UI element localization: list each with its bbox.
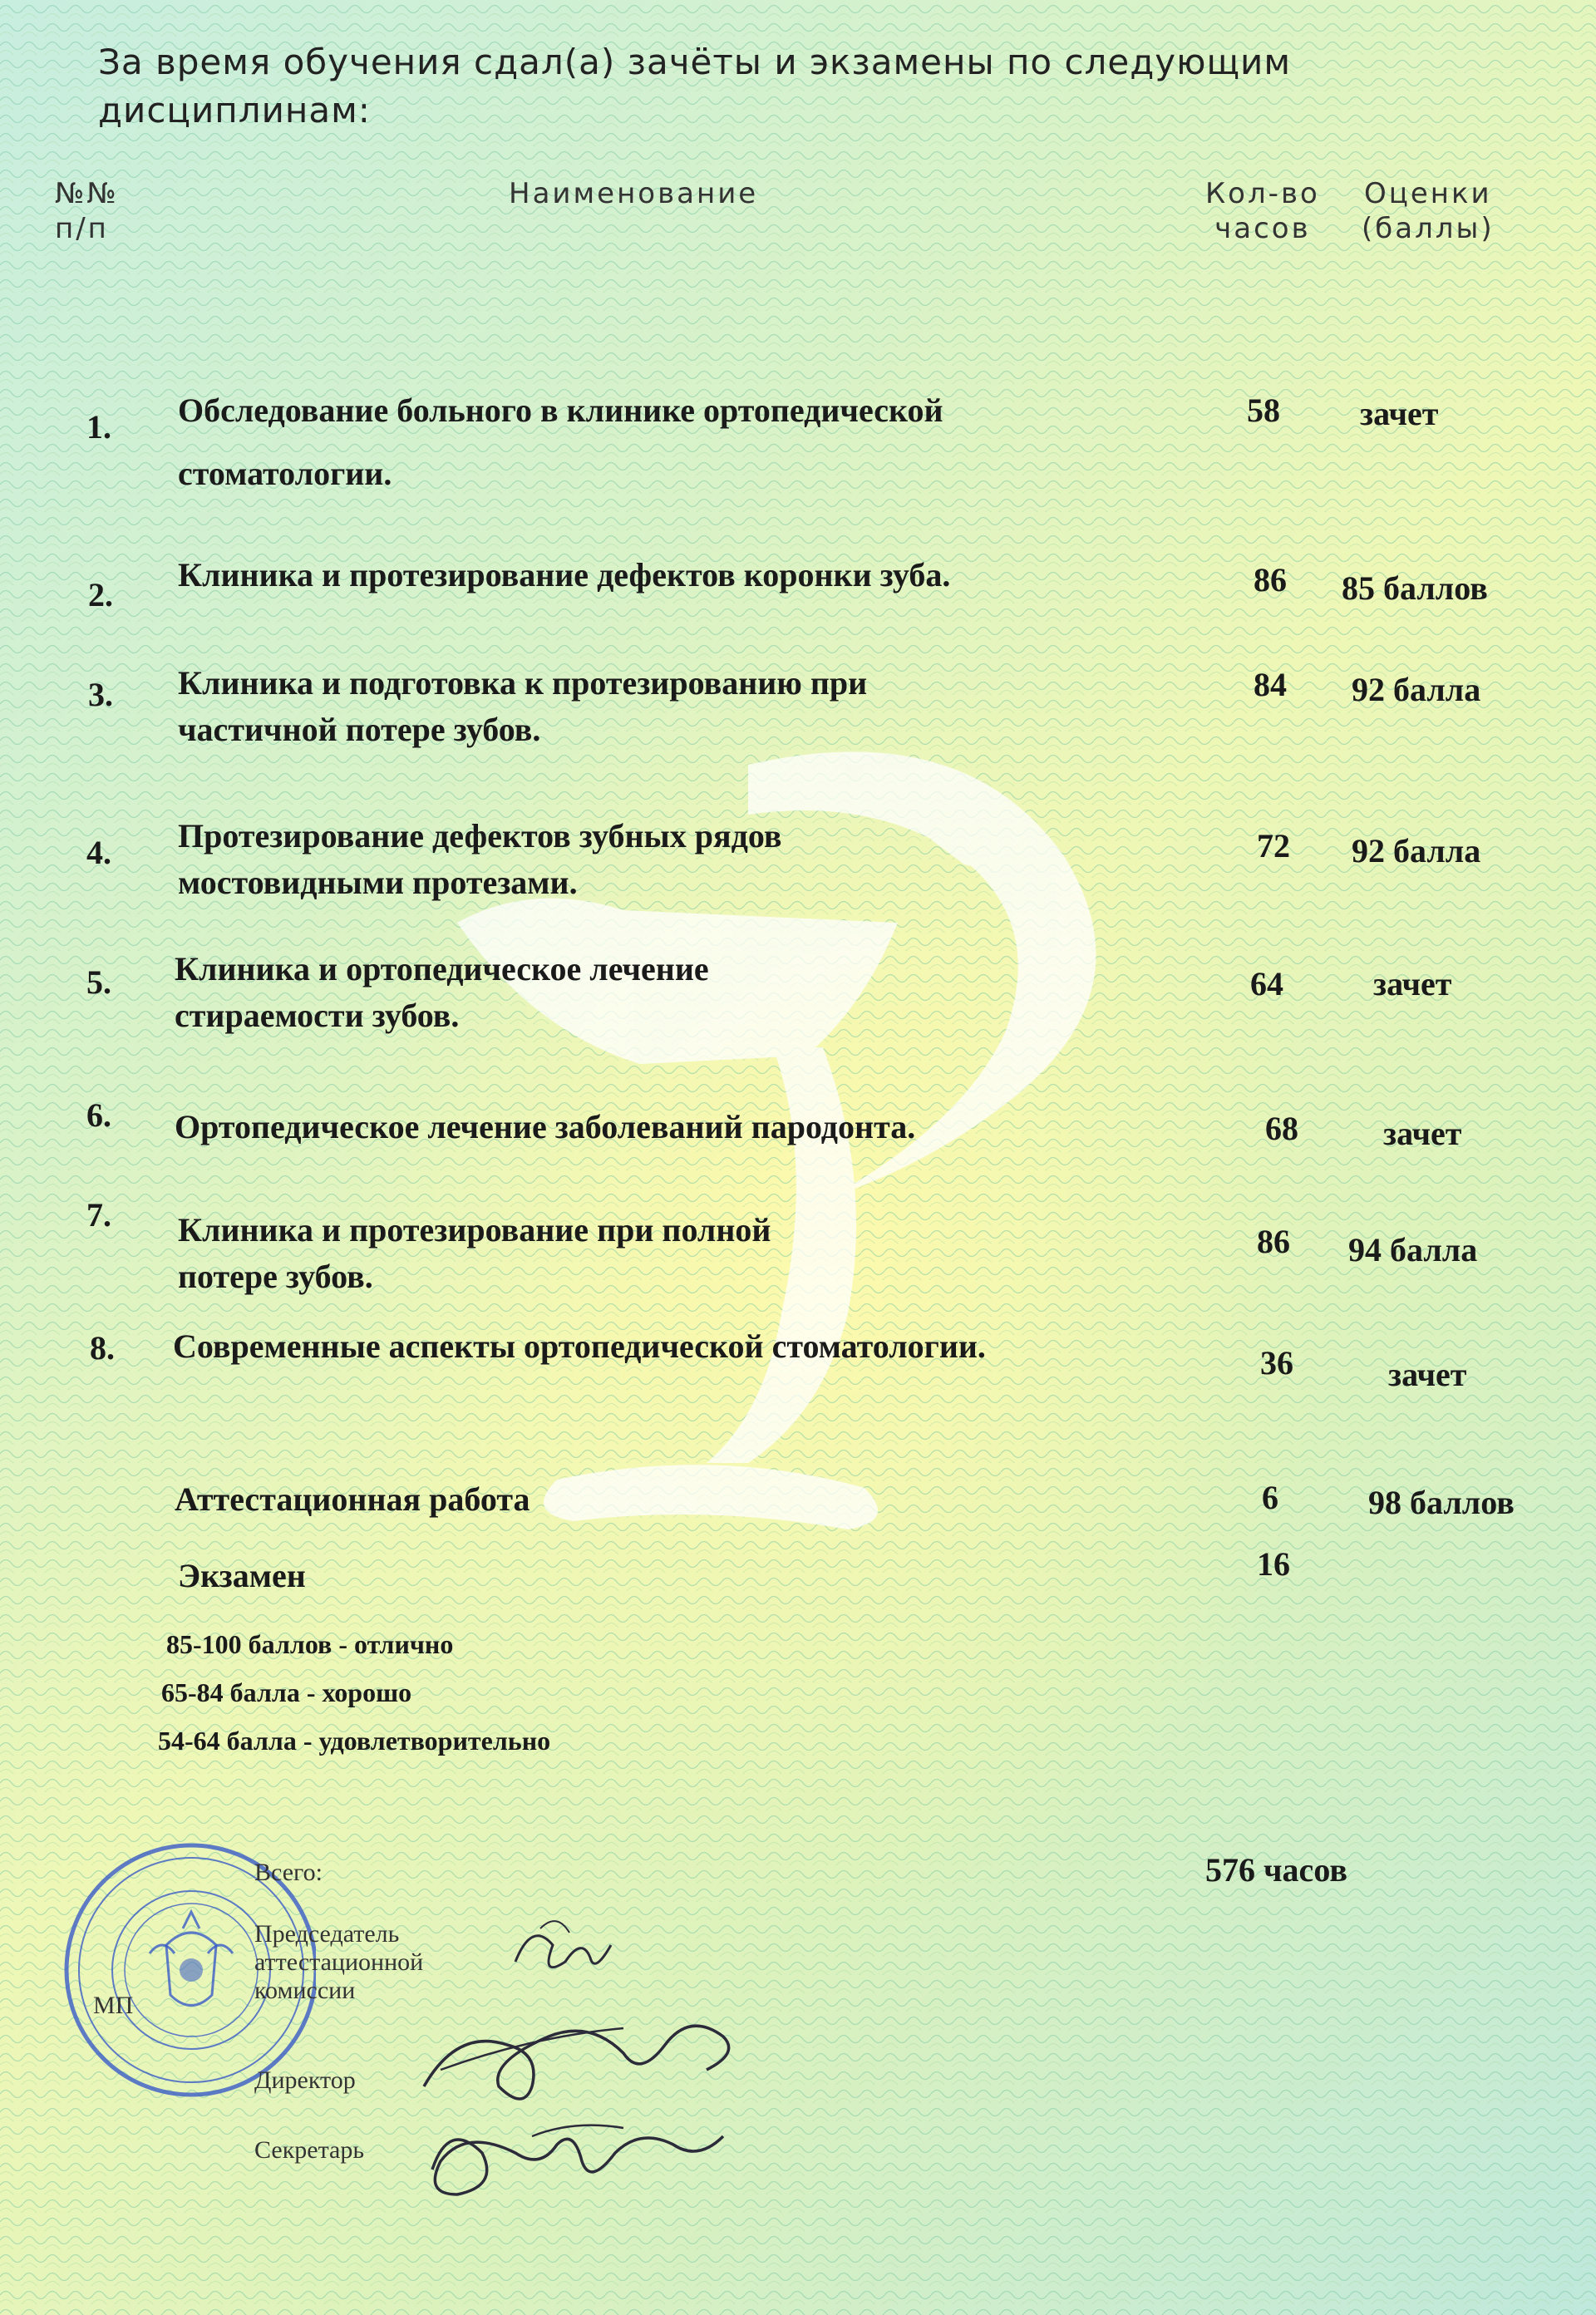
row-4-subject-line-2: мостовидными протезами. [178, 864, 578, 901]
row-5-hours: 64 [1250, 965, 1283, 1002]
row-1-subject-line-2: стоматологии. [178, 455, 392, 492]
header-line-1: За время обучения сдал(а) зачёты и экзамены по следующим [98, 42, 1292, 82]
row-8-hours: 36 [1260, 1344, 1293, 1382]
row-1-subject-line-1: Обследование больного в клинике ортопедической [178, 392, 943, 429]
row-6-number: 6. [86, 1096, 111, 1134]
row-7-subject [178, 1207, 771, 1300]
director-signature [407, 1995, 756, 2111]
row-3-hours: 84 [1254, 666, 1287, 703]
commission-chair-label [254, 1920, 423, 2005]
chair-signature [507, 1912, 623, 2003]
scale-excellent: 85-100 баллов - отлично [166, 1629, 454, 1659]
row-7-hours: 86 [1257, 1223, 1290, 1260]
commission-chair-label-3: комиссии [254, 1977, 356, 2004]
row-2-hours: 86 [1254, 561, 1287, 598]
row-3-subject [178, 660, 867, 753]
column-num-label-2: п/п [55, 212, 109, 245]
total-value: 576 часов [1205, 1851, 1347, 1889]
secretary-label: Секретарь [254, 2136, 365, 2164]
commission-chair-label-2: аттестационной [254, 1948, 424, 1976]
scale-good: 65-84 балла - хорошо [161, 1677, 412, 1707]
column-grade-label-1: Оценки [1363, 177, 1492, 210]
row-4-subject-line-1: Протезирование дефектов зубных рядов [178, 817, 782, 855]
header-line-2: дисциплинам: [98, 90, 371, 131]
row-1-subject [178, 387, 943, 497]
row-6-hours: 68 [1265, 1110, 1298, 1147]
column-hours-label-2: часов [1214, 212, 1311, 245]
row-5-subject [175, 946, 709, 1039]
scale-satisfactory: 54-64 балла - удовлетворительно [158, 1726, 551, 1756]
row-2-number: 2. [88, 576, 113, 613]
row-1-number: 1. [86, 408, 111, 446]
column-hours-label-1: Кол-во [1205, 177, 1320, 210]
attestation-label: Аттестационная работа [175, 1480, 530, 1518]
row-1-hours: 58 [1247, 392, 1280, 429]
column-grade-header [1362, 176, 1495, 246]
row-4-grade: 92 балла [1352, 832, 1481, 869]
row-5-grade: зачет [1373, 965, 1452, 1002]
row-6-subject: Ортопедическое лечение заболеваний пародонта. [175, 1108, 916, 1145]
row-1-grade: зачет [1360, 395, 1439, 432]
total-label: Всего: [254, 1859, 323, 1886]
attestation-grade: 98 баллов [1368, 1484, 1515, 1521]
row-8-subject: Современные аспекты ортопедической стоматологии. [173, 1327, 986, 1365]
stamp-place-label: МП [93, 1992, 134, 2019]
column-name-header: Наименование [509, 177, 759, 210]
attestation-hours: 6 [1262, 1479, 1278, 1516]
row-6-grade: зачет [1383, 1115, 1462, 1152]
column-num-label-1: №№ [55, 177, 119, 210]
secretary-signature [407, 2103, 740, 2219]
column-grade-label-2: (баллы) [1362, 212, 1495, 245]
row-3-grade: 92 балла [1352, 671, 1481, 708]
row-5-subject-line-2: стираемости зубов. [175, 997, 460, 1034]
row-8-grade: зачет [1388, 1356, 1467, 1393]
row-7-number: 7. [86, 1196, 111, 1234]
exam-hours: 16 [1257, 1545, 1290, 1583]
row-8-number: 8. [90, 1329, 115, 1367]
row-3-number: 3. [88, 676, 113, 713]
row-2-grade: 85 баллов [1342, 569, 1488, 607]
row-3-subject-line-2: частичной потере зубов. [178, 711, 541, 748]
director-label: Директор [254, 2066, 356, 2094]
row-7-grade: 94 балла [1348, 1231, 1478, 1268]
column-hours-header [1205, 176, 1320, 246]
row-5-number: 5. [86, 963, 111, 1001]
commission-chair-label-1: Председатель [254, 1920, 400, 1948]
row-4-hours: 72 [1257, 827, 1290, 864]
exam-label: Экзамен [178, 1557, 306, 1594]
row-7-subject-line-2: потере зубов. [178, 1258, 373, 1295]
row-4-subject [178, 813, 781, 906]
row-3-subject-line-1: Клиника и подготовка к протезированию при [178, 664, 868, 702]
row-4-number: 4. [86, 834, 111, 871]
row-5-subject-line-1: Клиника и ортопедическое лечение [175, 950, 709, 988]
row-2-subject: Клиника и протезирование дефектов коронки зуба. [178, 556, 951, 594]
row-7-subject-line-1: Клиника и протезирование при полной [178, 1211, 771, 1249]
column-num-header [55, 176, 119, 246]
